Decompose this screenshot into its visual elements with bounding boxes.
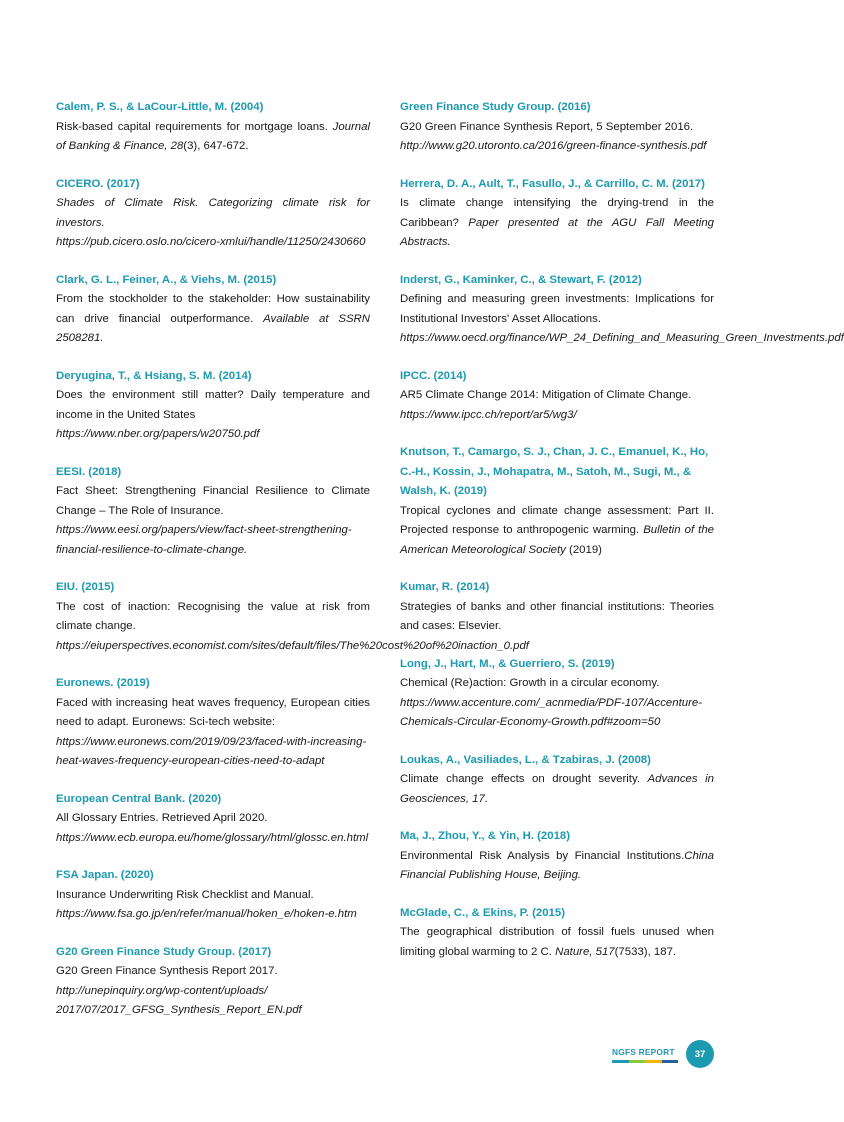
- reference-author-year: Clark, G. L., Feiner, A., & Viehs, M. (2015): [56, 273, 277, 286]
- page-number-badge: 37: [686, 1040, 714, 1068]
- reference-text: Risk-based capital requirements for mortgage loans.: [56, 120, 333, 133]
- reference-text: Faced with increasing heat waves frequency, European cities need to adapt. Euronews: Sci-tech website:: [56, 696, 370, 728]
- reference-citation: [56, 886, 370, 925]
- reference-entry: [400, 98, 714, 157]
- reference-text: G20 Green Finance Synthesis Report, 5 September 2016.: [400, 120, 694, 133]
- reference-entry: [56, 463, 370, 561]
- reference-citation: [56, 386, 370, 445]
- reference-text: Is climate change intensifying the drying-trend in the Caribbean?: [400, 197, 714, 229]
- reference-entry: [400, 443, 714, 560]
- reference-text: Shades of Climate Risk. Categorizing climate risk for investors.: [56, 197, 370, 229]
- reference-text: (7533), 187.: [614, 945, 677, 958]
- reference-author-year: FSA Japan. (2020): [56, 869, 154, 881]
- reference-author-year: Deryugina, T., & Hsiang, S. M. (2014): [56, 369, 252, 382]
- reference-url[interactable]: https://www.eesi.org/papers/view/fact-sheet-strengthening-financial-resilience-to-climate-change.: [56, 524, 352, 556]
- reference-citation: [400, 502, 714, 561]
- reference-author-year: Loukas, A., Vasiliades, L., & Tzabiras, J. (2008): [400, 753, 651, 766]
- reference-entry: [400, 827, 714, 886]
- reference-url[interactable]: https://www.euronews.com/2019/09/23/faced-with-increasing-heat-waves-frequency-european-cities-need-to-adapt: [56, 735, 367, 767]
- footer-color-bar: [612, 1060, 678, 1063]
- reference-text: Journal of Banking & Finance, 28: [56, 120, 370, 152]
- reference-author-year: EIU. (2015): [56, 581, 115, 593]
- reference-author-year: Ma, J., Zhou, Y., & Yin, H. (2018): [400, 830, 571, 842]
- reference-text: Strategies of banks and other financial institutions: Theories and cases: Elsevier.: [400, 600, 714, 632]
- reference-author-year: Green Finance Study Group. (2016): [400, 101, 591, 113]
- reference-citation: [56, 694, 370, 772]
- reference-citation: [400, 770, 714, 809]
- reference-text: Environmental Risk Analysis by Financial Institutions.: [400, 849, 685, 862]
- reference-entry: [400, 367, 714, 426]
- references-right-column: [400, 98, 844, 980]
- reference-author-year: McGlade, C., & Ekins, P. (2015): [400, 906, 566, 919]
- reference-text: Nature, 517: [555, 945, 615, 958]
- reference-citation: [400, 923, 714, 962]
- reference-author-year: Knutson, T., Camargo, S. J., Chan, J. C., Emanuel, K., Ho, C.-H., Kossin, J., Mohapatra, M., Satoh, M., Sugi, M., & Walsh, K. (2019): [400, 446, 709, 497]
- reference-author-year: G20 Green Finance Study Group. (2017): [56, 945, 272, 958]
- reference-citation: [56, 482, 370, 560]
- footer-bar-segment: [612, 1060, 629, 1063]
- reference-url[interactable]: https://www.fsa.go.jp/en/refer/manual/hoken_e/hoken-e.htm: [56, 908, 357, 920]
- reference-text: Bulletin of the American Meteorological Society: [400, 524, 714, 556]
- reference-entry: [56, 866, 370, 925]
- reference-text: Insurance Underwriting Risk Checklist and Manual.: [56, 888, 314, 901]
- reference-text: Fact Sheet: Strengthening Financial Resilience to Climate Change – The Role of Insurance.: [56, 485, 370, 517]
- reference-citation: [56, 962, 370, 1021]
- reference-text: G20 Green Finance Synthesis Report 2017.: [56, 965, 278, 977]
- reference-text: Available at SSRN 2508281.: [56, 312, 370, 344]
- reference-author-year: Euronews. (2019): [56, 677, 150, 689]
- reference-author-year: Long, J., Hart, M., & Guerriero, S. (2019): [400, 657, 615, 670]
- reference-author-year: IPCC. (2014): [400, 369, 467, 382]
- reference-text: Defining and measuring green investments: Implications for Institutional Investors' Asset Allocations.: [400, 293, 714, 325]
- reference-citation: [56, 194, 370, 253]
- reference-entry: [56, 367, 370, 445]
- reference-citation: [400, 847, 714, 886]
- reference-author-year: Herrera, D. A., Ault, T., Fasullo, J., & Carrillo, C. M. (2017): [400, 177, 705, 190]
- reference-citation: [400, 598, 714, 637]
- reference-citation: [56, 809, 370, 848]
- footer-report-label: NGFS REPORT: [612, 1047, 675, 1057]
- reference-entry: [56, 98, 370, 157]
- reference-url[interactable]: https://www.accenture.com/_acnmedia/PDF-107/Accenture-Chemicals-Circular-Economy-Growth.pdf#zoom=50: [400, 696, 702, 728]
- reference-url[interactable]: http://www.g20.utoronto.ca/2016/green-finance-synthesis.pdf: [400, 140, 707, 152]
- reference-text: AR5 Climate Change 2014: Mitigation of Climate Change.: [400, 389, 692, 401]
- reference-citation: [400, 290, 844, 349]
- reference-entry: [56, 943, 370, 1021]
- reference-entry: [56, 674, 370, 772]
- reference-author-year: Kumar, R. (2014): [400, 581, 490, 593]
- reference-author-year: Inderst, G., Kaminker, C., & Stewart, F. (2012): [400, 273, 642, 286]
- reference-citation: [56, 118, 370, 157]
- reference-entry: [400, 578, 714, 637]
- reference-entry: [400, 271, 844, 349]
- reference-text: Advances in Geosciences, 17.: [400, 773, 714, 805]
- reference-url[interactable]: https://www.oecd.org/finance/WP_24_Defining_and_Measuring_Green_Investments.pdf: [400, 332, 844, 344]
- reference-text: The cost of inaction: Recognising the value at risk from climate change.: [56, 600, 370, 632]
- reference-text: Does the environment still matter? Daily temperature and income in the United States: [56, 389, 370, 421]
- reference-citation: [400, 118, 714, 157]
- reference-url[interactable]: https://www.ecb.europa.eu/home/glossary/html/glossc.en.html: [56, 831, 369, 844]
- footer-bar-segment: [662, 1060, 679, 1063]
- page-footer: [612, 1040, 722, 1072]
- reference-text: Chemical (Re)action: Growth in a circular economy.: [400, 677, 660, 689]
- reference-entry: [400, 904, 714, 963]
- reference-citation: [400, 194, 714, 253]
- reference-url[interactable]: https://www.ipcc.ch/report/ar5/wg3/: [400, 408, 577, 421]
- reference-text: Climate change effects on drought severity.: [400, 773, 648, 785]
- reference-text: (3), 647-672.: [183, 140, 249, 152]
- reference-text: China Financial Publishing House, Beijing.: [400, 849, 714, 881]
- reference-url[interactable]: http://unepinquiry.org/wp-content/uploads/ 2017/07/2017_GFSG_Synthesis_Report_EN.pdf: [56, 984, 302, 1016]
- reference-author-year: CICERO. (2017): [56, 177, 140, 190]
- reference-text: (2019): [565, 543, 602, 556]
- reference-author-year: European Central Bank. (2020): [56, 792, 222, 805]
- reference-entry: [400, 175, 714, 253]
- reference-entry: [400, 751, 714, 810]
- reference-entry: [56, 175, 370, 253]
- reference-citation: [56, 598, 529, 657]
- reference-citation: [400, 674, 714, 733]
- reference-text: Paper presented at the AGU Fall Meeting Abstracts.: [400, 216, 714, 248]
- reference-text: From the stockholder to the stakeholder: How sustainability can drive financial outperformance.: [56, 293, 370, 325]
- reference-text: The geographical distribution of fossil fuels unused when limiting global warming to 2 C.: [400, 926, 714, 958]
- reference-url[interactable]: https://pub.cicero.oslo.no/cicero-xmlui/handle/11250/2430660: [56, 236, 366, 248]
- reference-citation: [400, 386, 714, 425]
- reference-citation: [56, 290, 370, 349]
- reference-text: Tropical cyclones and climate change assessment: Part II. Projected response to anthropogenic warming.: [400, 504, 714, 536]
- reference-url[interactable]: https://www.nber.org/papers/w20750.pdf: [56, 428, 260, 440]
- footer-bar-segment: [645, 1060, 662, 1063]
- reference-entry: [400, 655, 714, 733]
- reference-text: All Glossary Entries. Retrieved April 2020.: [56, 812, 268, 824]
- reference-url[interactable]: https://eiuperspectives.economist.com/sites/default/files/The%20cost%20of%20inaction_0.pdf: [56, 639, 529, 652]
- reference-entry: [56, 271, 370, 349]
- reference-entry: [56, 790, 370, 849]
- reference-author-year: EESI. (2018): [56, 465, 122, 478]
- reference-author-year: Calem, P. S., & LaCour-Little, M. (2004): [56, 101, 264, 113]
- footer-bar-segment: [629, 1060, 646, 1063]
